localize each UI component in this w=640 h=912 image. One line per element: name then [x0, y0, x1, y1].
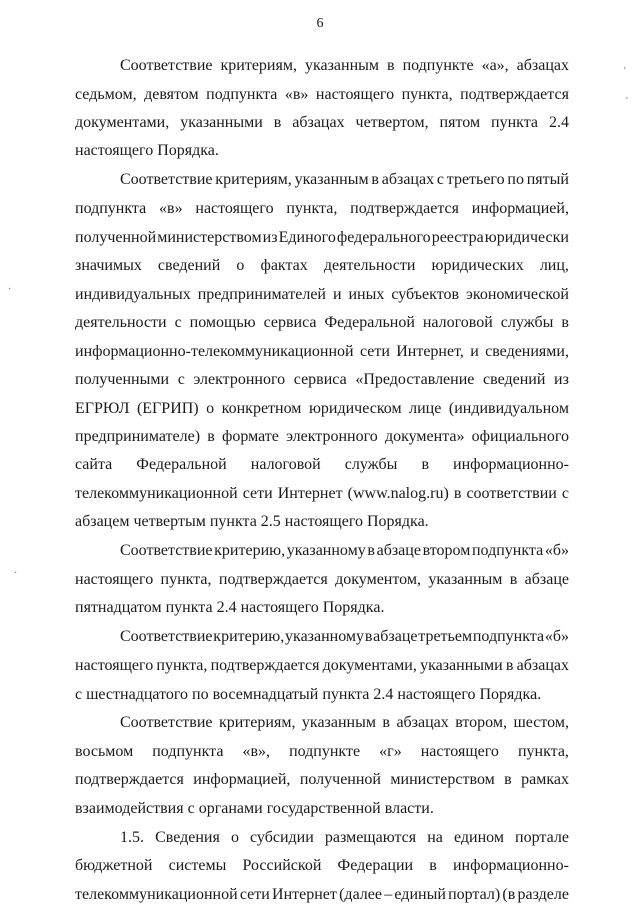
scan-mark: · — [8, 284, 12, 295]
text-line: деятельности с помощью сервиса Федеральной налоговой службы в — [75, 314, 569, 331]
text-line: документами, указанными в абзацах четвертом, пятом пункта 2.4 — [75, 114, 569, 131]
text-line: бюджетной системы Российской Федерации в информационно- — [75, 857, 569, 874]
text-line: настоящего пункта, подтверждается документом, указанным в абзаце — [75, 571, 569, 588]
text-line: Соответствие критериям, указанным в подпункте «а», абзацах — [120, 57, 569, 74]
text-line: подтверждается информацией, полученной министерством в рамках — [75, 771, 569, 788]
text-line: взаимодействия с органами государственной власти. — [75, 800, 434, 817]
scan-mark: ' — [624, 66, 626, 77]
text-line: Соответствие критерию, указанному в абзаце втором подпункта «б» — [120, 542, 569, 559]
text-line: 1.5. Сведения о субсидии размещаются на едином портале — [120, 829, 569, 846]
text-line: пятнадцатом пункта 2.4 настоящего Порядка. — [75, 599, 385, 616]
text-line: информационно-телекоммуникационной сети Интернет, и сведениями, — [75, 343, 569, 360]
text-line: телекоммуникационной сети Интернет (далее – единый портал) (в разделе — [75, 886, 569, 903]
text-line: восьмом подпункта «в», подпункте «г» настоящего пункта, — [75, 743, 569, 760]
text-line: Соответствие критерию, указанному в абзаце третьем подпункта «б» — [120, 628, 569, 645]
text-line: телекоммуникационной сети Интернет (www.nalog.ru) в соответствии с — [75, 485, 569, 502]
text-line: абзацем четвертым пункта 2.5 настоящего Порядка. — [75, 513, 429, 530]
text-line: ЕГРЮЛ (ЕГРИП) о конкретном юридическом лице (индивидуальном — [75, 400, 569, 417]
text-line: Соответствие критериям, указанным в абзацах втором, шестом, — [120, 714, 569, 731]
page-number: 6 — [316, 16, 324, 31]
text-line: полученными с электронного сервиса «Предоставление сведений из — [75, 371, 569, 388]
text-line: индивидуальных предпринимателей и иных субъектов экономической — [75, 286, 569, 303]
text-line: настоящего пункта, подтверждается документами, указанными в абзацах — [75, 657, 569, 674]
text-line: предпринимателе) в формате электронного документа» официального — [75, 428, 569, 445]
text-line: седьмом, девятом подпункта «в» настоящего пункта, подтверждается — [75, 86, 569, 103]
text-line: сайта Федеральной налоговой службы в информационно- — [75, 456, 569, 473]
scan-mark: · — [14, 568, 18, 579]
text-line: полученной министерством из Единого федерального реестра юридически — [75, 229, 569, 246]
scan-mark: ' — [626, 96, 628, 107]
text-line: настоящего Порядка. — [75, 142, 219, 159]
text-line: Соответствие критериям, указанным в абзацах с третьего по пятый — [120, 171, 569, 188]
text-line: подпункта «в» настоящего пункта, подтверждается информацией, — [75, 200, 569, 217]
text-line: значимых сведений о фактах деятельности юридических лиц, — [75, 257, 569, 274]
text-line: с шестнадцатого по восемнадцатый пункта 2.4 настоящего Порядка. — [75, 686, 542, 703]
